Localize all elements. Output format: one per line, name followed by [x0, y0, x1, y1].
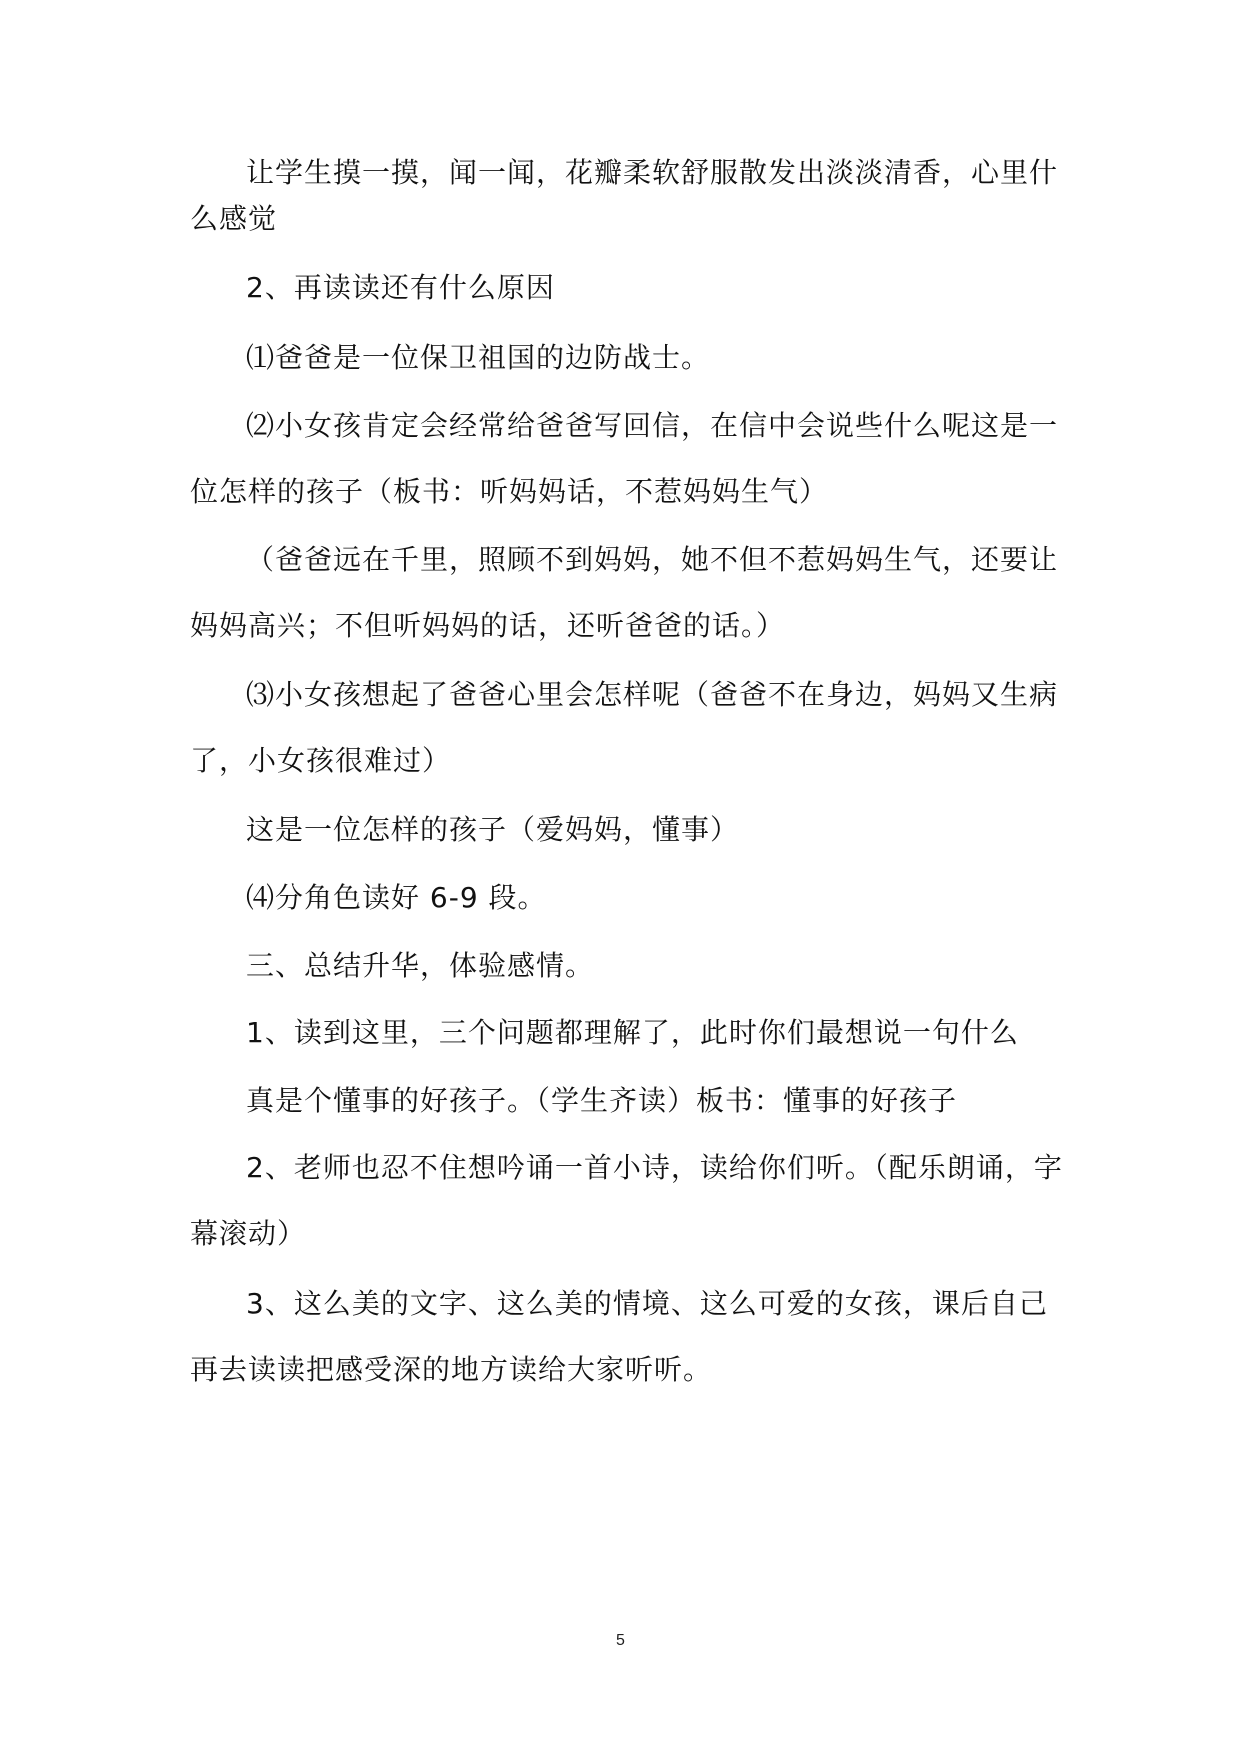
section-heading: 三、总结升华，体验感情。 [246, 949, 595, 982]
paragraph-line: 2、再读读还有什么原因 [246, 271, 555, 304]
paragraph-line: 么感觉 [190, 202, 278, 235]
paragraph-line: 这是一位怎样的孩子（爱妈妈，懂事） [246, 813, 740, 846]
paragraph-line: 位怎样的孩子（板书：听妈妈话，不惹妈妈生气） [190, 475, 829, 508]
paragraph-line: 再去读读把感受深的地方读给大家听听。 [190, 1353, 713, 1386]
paragraph-line: ⑶小女孩想起了爸爸心里会怎样呢（爸爸不在身边，妈妈又生病 [246, 678, 1059, 711]
paragraph-line: 1、读到这里，三个问题都理解了，此时你们最想说一句什么 [246, 1016, 1019, 1049]
paragraph-line: 妈妈高兴；不但听妈妈的话，还听爸爸的话。） [190, 609, 786, 642]
paragraph-line: 2、老师也忍不住想吟诵一首小诗，读给你们听。（配乐朗诵，字 [246, 1151, 1063, 1184]
paragraph-line: 让学生摸一摸，闻一闻，花瓣柔软舒服散发出淡淡清香，心里什 [246, 156, 1059, 189]
paragraph-line: 了，小女孩很难过） [190, 744, 452, 777]
paragraph-line: （爸爸远在千里，照顾不到妈妈，她不但不惹妈妈生气，还要让 [246, 543, 1059, 576]
paragraph-line: ⑵小女孩肯定会经常给爸爸写回信，在信中会说些什么呢这是一 [246, 409, 1059, 442]
paragraph-line: 真是个懂事的好孩子。（学生齐读）板书：懂事的好孩子 [246, 1084, 958, 1117]
paragraph-line: ⑴爸爸是一位保卫祖国的边防战士。 [246, 341, 711, 374]
page-number: 5 [616, 1632, 625, 1649]
paragraph-line: 幕滚动） [190, 1217, 307, 1250]
paragraph-line: 3、这么美的文字、这么美的情境、这么可爱的女孩，课后自己 [246, 1287, 1048, 1320]
paragraph-line: ⑷分角色读好 6-9 段。 [246, 881, 547, 914]
